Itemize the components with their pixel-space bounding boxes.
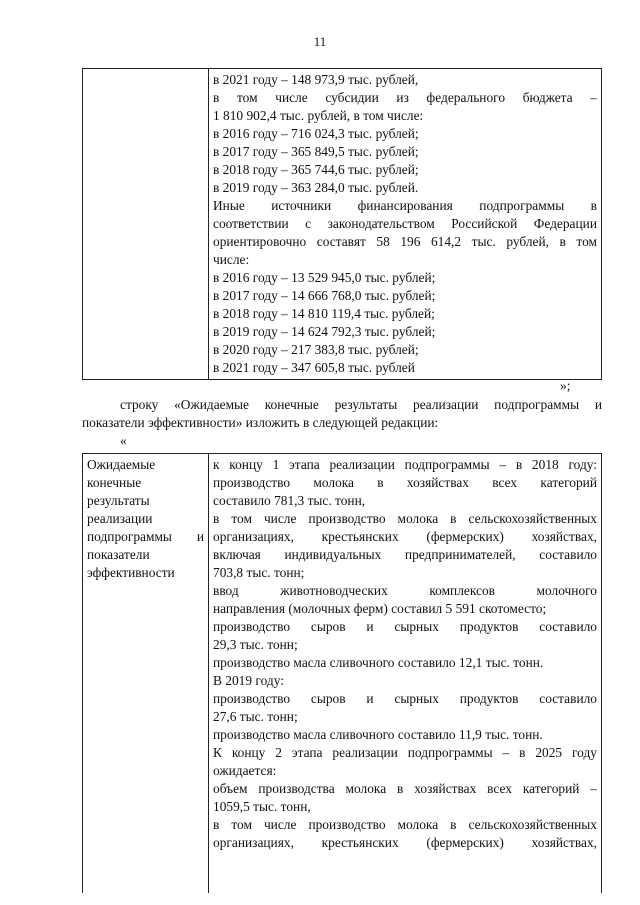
- financing-table: [82, 68, 602, 380]
- text-line: К концу 2 этапа реализации подпрограммы – в 2025 году: [213, 745, 597, 760]
- text-line: 27,6 тыс. тонн;: [213, 709, 298, 724]
- text-line: организациях, крестьянских (фермерских) хозяйствах,: [213, 529, 597, 544]
- text-line: в 2021 году – 347 605,8 тыс. рублей: [213, 360, 415, 375]
- text-line: в 2016 году – 716 024,3 тыс. рублей;: [213, 126, 419, 141]
- paragraph-line-1: строку «Ожидаемые конечные результаты реализации подпрограммы и: [120, 397, 602, 412]
- results-heading: [87, 456, 204, 582]
- opening-quote: «: [120, 433, 127, 448]
- text-line: 703,8 тыс. тонн;: [213, 565, 305, 580]
- financing-right-cell: [209, 69, 602, 380]
- text-line: показатели: [87, 547, 150, 562]
- text-line: в том числе производство молока в сельскохозяйственных: [213, 511, 597, 526]
- text-line: производство масла сливочного составило 11,9 тыс. тонн.: [213, 727, 543, 742]
- text-line: реализации: [87, 511, 153, 526]
- text-line: соответствии с законодательством Российской Федерации: [213, 216, 597, 231]
- text-line: производство сыров и сырных продуктов составило: [213, 691, 597, 706]
- text-line: 29,3 тыс. тонн;: [213, 637, 298, 652]
- text-line: производство сыров и сырных продуктов составило: [213, 619, 597, 634]
- text-line: ожидается:: [213, 763, 277, 778]
- financing-left-cell: [83, 69, 209, 380]
- text-line: организациях, крестьянских (фермерских) хозяйствах,: [213, 835, 597, 850]
- text-line: Ожидаемые: [87, 457, 156, 472]
- text-line: в 2019 году – 363 284,0 тыс. рублей.: [213, 180, 419, 195]
- text-line: в 2018 году – 14 810 119,4 тыс. рублей;: [213, 306, 435, 321]
- text-line: производство молока в хозяйствах всех категорий: [213, 475, 597, 490]
- text-line: результаты: [87, 493, 150, 508]
- text-line: в 2017 году – 365 849,5 тыс. рублей;: [213, 144, 419, 159]
- text-line: в 2021 году – 148 973,9 тыс. рублей,: [213, 72, 419, 87]
- text-line: эффективности: [87, 565, 175, 580]
- text-line: в 2016 году – 13 529 945,0 тыс. рублей;: [213, 270, 436, 285]
- text-line: в том числе производство молока в сельскохозяйственных: [213, 817, 597, 832]
- text-line: в 2020 году – 217 383,8 тыс. рублей;: [213, 342, 419, 357]
- text-line: составило 781,3 тыс. тонн,: [213, 493, 366, 508]
- text-line: 1 810 902,4 тыс. рублей, в том числе:: [213, 108, 424, 123]
- text-line: в 2017 году – 14 666 768,0 тыс. рублей;: [213, 288, 436, 303]
- results-right-cell: [209, 454, 602, 894]
- text-line: ориентировочно составят 58 196 614,2 тыс. рублей, в том: [213, 234, 597, 249]
- text-line: в том числе субсидии из федерального бюджета –: [213, 90, 597, 105]
- paragraph-line-2: показатели эффективности» изложить в следующей редакции:: [82, 415, 439, 430]
- text-line: ввод животноводческих комплексов молочного: [213, 583, 597, 598]
- text-line: конечные: [87, 475, 142, 490]
- results-lines: [213, 456, 597, 852]
- text-line: в 2019 году – 14 624 792,3 тыс. рублей;: [213, 324, 436, 339]
- text-line: Иные источники финансирования подпрограммы в: [213, 198, 597, 213]
- text-line: направления (молочных ферм) составил 5 591 скотоместо;: [213, 601, 547, 616]
- page-number: 11: [313, 34, 327, 49]
- text-line: подпрограммы и: [87, 529, 204, 544]
- text-line: 1059,5 тыс. тонн,: [213, 799, 311, 814]
- closing-quote: »;: [560, 378, 571, 393]
- text-line: объем производства молока в хозяйствах всех категорий –: [213, 781, 597, 796]
- results-left-cell: [83, 454, 209, 894]
- financing-lines: [213, 71, 597, 377]
- results-table: [82, 453, 602, 893]
- text-line: к концу 1 этапа реализации подпрограммы – в 2018 году:: [213, 457, 597, 472]
- amendment-paragraph: [82, 396, 602, 432]
- text-line: производство масла сливочного составило 12,1 тыс. тонн.: [213, 655, 544, 670]
- text-line: в 2018 году – 365 744,6 тыс. рублей;: [213, 162, 419, 177]
- text-line: включая индивидуальных предпринимателей, составило: [213, 547, 597, 562]
- text-line: числе:: [213, 252, 250, 267]
- text-line: В 2019 году:: [213, 673, 284, 688]
